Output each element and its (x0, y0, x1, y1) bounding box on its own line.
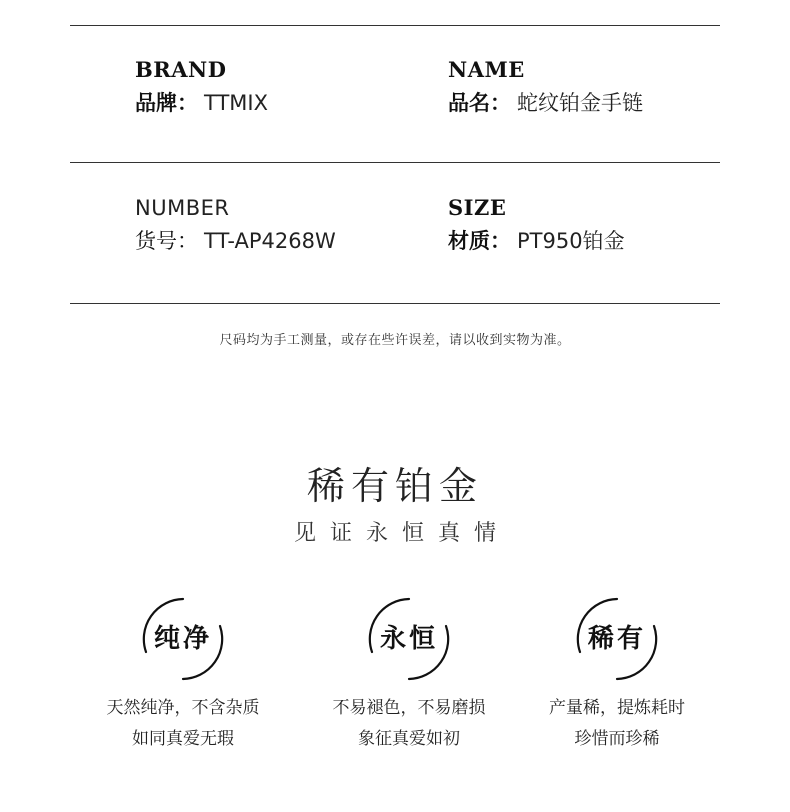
badge-eternal-label: 永恒 (379, 624, 438, 654)
badge-pure-label: 纯净 (153, 624, 212, 654)
size-value-row (448, 227, 625, 255)
spec-size (448, 195, 625, 255)
size-value: PT950铂金 (517, 229, 625, 253)
size-label-en: SIZE (448, 195, 507, 220)
feature-eternal-line1: 不易褪色，不易磨损 (332, 698, 486, 718)
number-value: TT-AP4268W (204, 229, 336, 253)
badge-eternal (364, 594, 454, 684)
brand-key: 品牌： (135, 91, 198, 115)
number-label-en: NUMBER (135, 196, 230, 220)
feature-pure (68, 594, 298, 751)
headline: 稀有铂金 (306, 464, 483, 508)
feature-rare-line1: 产量稀，提炼耗时 (549, 698, 685, 718)
name-value: 蛇纹铂金手链 (517, 91, 643, 115)
brand-value-row (135, 89, 268, 117)
name-value-row (448, 89, 643, 117)
number-key: 货号： (135, 229, 198, 253)
subline: 见证永恒真情 (293, 521, 510, 546)
spec-name (448, 57, 643, 117)
badge-rare-label: 稀有 (587, 624, 646, 654)
brand-value: TTMIX (204, 91, 268, 115)
spec-brand (135, 57, 268, 117)
spec-number (135, 195, 336, 255)
top-divider (70, 25, 720, 26)
name-key: 品名： (448, 91, 511, 115)
feature-eternal (294, 594, 524, 751)
badge-rare (572, 594, 662, 684)
feature-eternal-line2: 象征真爱如初 (358, 729, 460, 749)
bottom-divider (70, 303, 720, 304)
middle-divider (70, 162, 720, 163)
feature-rare-line2: 珍惜而珍稀 (574, 729, 660, 749)
number-value-row (135, 227, 336, 255)
feature-rare (502, 594, 732, 751)
measurement-note: 尺码均为手工测量，或存在些许误差，请以收到实物为准。 (219, 333, 571, 348)
badge-pure (138, 594, 228, 684)
feature-pure-line2: 如同真爱无瑕 (132, 729, 234, 749)
feature-pure-line1: 天然纯净，不含杂质 (106, 698, 260, 718)
brand-label-en: BRAND (135, 57, 227, 82)
name-label-en: NAME (448, 57, 525, 82)
size-key: 材质： (448, 229, 511, 253)
